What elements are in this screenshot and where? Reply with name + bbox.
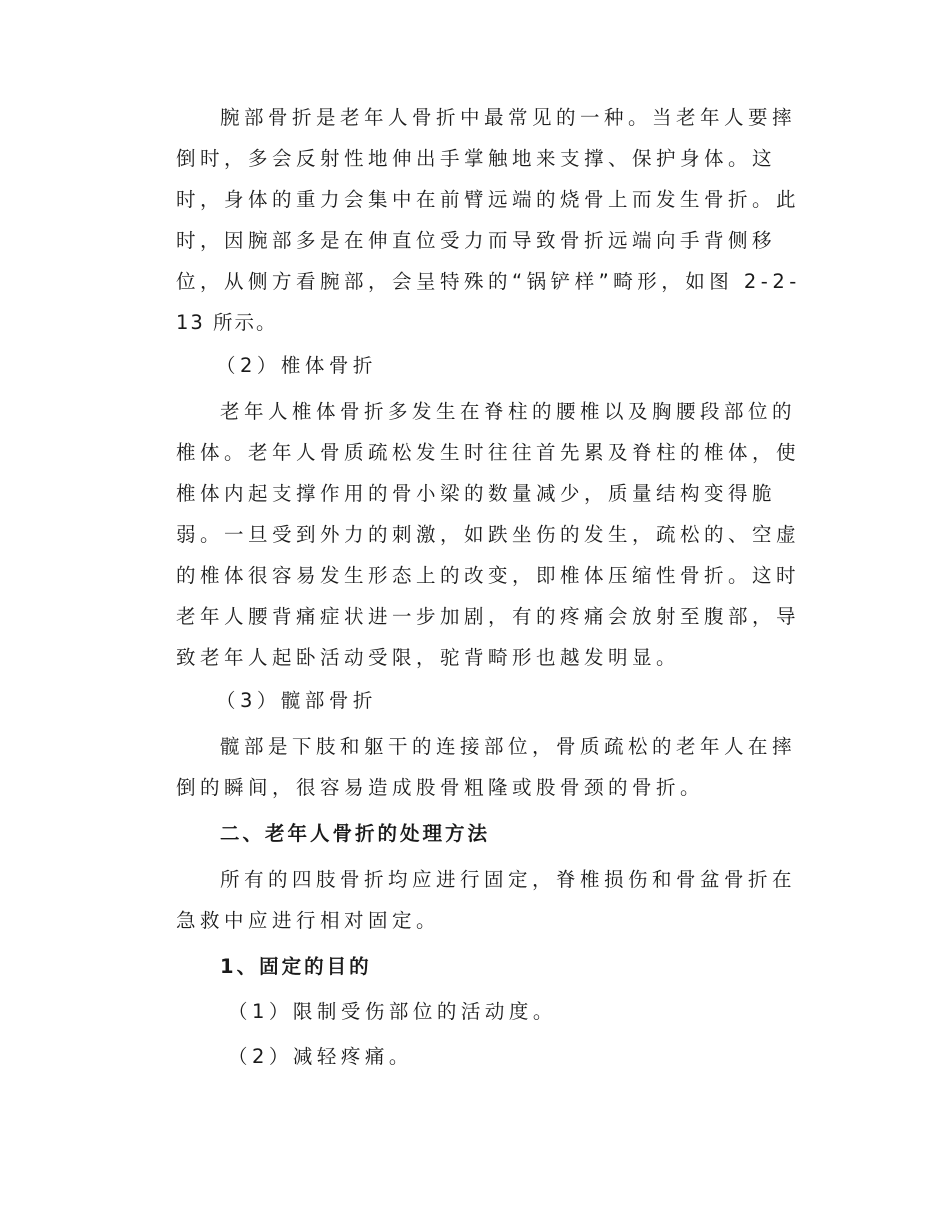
paragraph-line: 老年人椎体骨折多发生在脊柱的腰椎以及胸腰段部位的 <box>220 400 797 423</box>
paragraph-line: 致老年人起卧活动受限，驼背畸形也越发明显。 <box>176 646 681 669</box>
paragraph-line: 位，从侧方看腕部，会呈特殊的“锅铲样”畸形，如图 2-2- <box>176 270 801 293</box>
paragraph-line: 所有的四肢骨折均应进行固定，脊椎损伤和骨盆骨折在 <box>220 868 797 891</box>
paragraph-line: 时，因腕部多是在伸直位受力而导致骨折远端向手背侧移 <box>176 229 777 252</box>
paragraph-line: 弱。一旦受到外力的刺激，如跌坐伤的发生，疏松的、空虚 <box>176 523 801 546</box>
paragraph-line: 的椎体很容易发生形态上的改变，即椎体压缩性骨折。这时 <box>176 564 801 587</box>
paragraph-line: 倒时，多会反射性地伸出手掌触地来支撑、保护身体。这 <box>176 147 777 170</box>
list-item: （2）减轻疼痛。 <box>228 1045 413 1068</box>
subsection-heading: （2）椎体骨折 <box>216 354 377 377</box>
paragraph-line: 13 所示。 <box>176 311 278 334</box>
paragraph-line: 腕部骨折是老年人骨折中最常见的一种。当老年人要摔 <box>220 106 797 129</box>
paragraph-line: 老年人腰背痛症状进一步加剧，有的疼痛会放射至腹部，导 <box>176 605 801 628</box>
paragraph-line: 椎体内起支撑作用的骨小梁的数量减少，质量结构变得脆 <box>176 482 777 505</box>
section-heading: 二、老年人骨折的处理方法 <box>220 822 491 845</box>
paragraph-line: 急救中应进行相对固定。 <box>176 909 441 932</box>
list-item: （1）限制受伤部位的活动度。 <box>228 1000 557 1023</box>
section-heading: 1、固定的目的 <box>220 955 372 978</box>
paragraph-line: 倒的瞬间，很容易造成股骨粗隆或股骨颈的骨折。 <box>176 776 705 799</box>
subsection-heading: （3）髋部骨折 <box>216 689 377 712</box>
paragraph-line: 时，身体的重力会集中在前臂远端的烧骨上而发生骨折。此 <box>176 188 801 211</box>
paragraph-line: 椎体。老年人骨质疏松发生时往往首先累及脊柱的椎体，使 <box>176 441 801 464</box>
paragraph-line: 髋部是下肢和躯干的连接部位，骨质疏松的老年人在摔 <box>220 735 797 758</box>
